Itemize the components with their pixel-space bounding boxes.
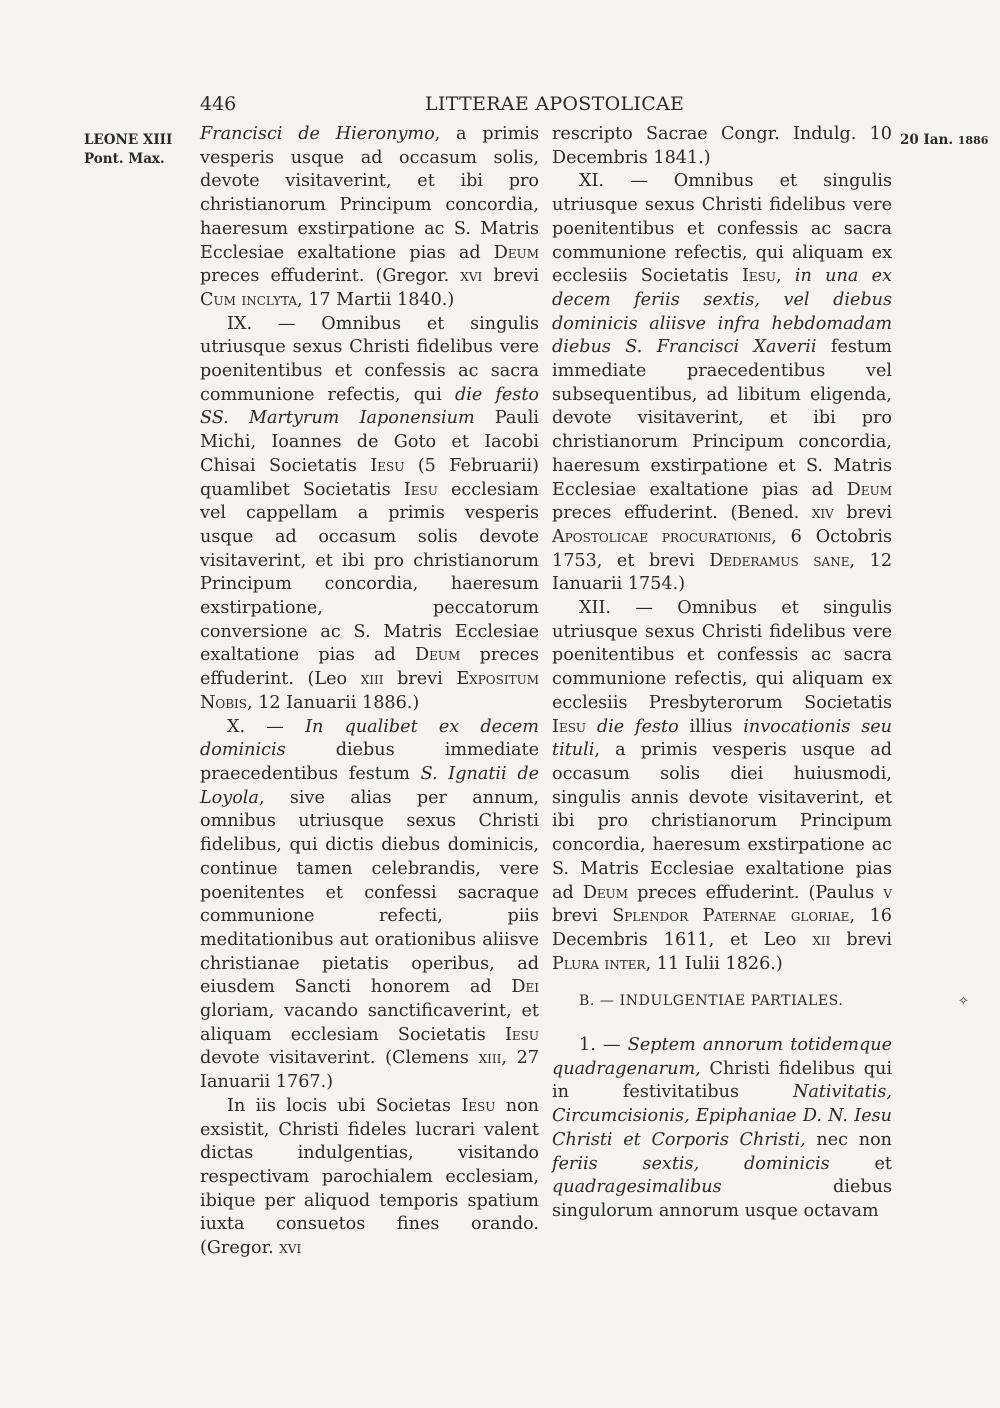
text-run: , a primis vesperis usque ad occasum solis, devote visitaverint, et ibi pro christianorum Principum concordia, haeresum exstirpatione ac S. Matris Ecclesiae exaltatione pias ad (200, 124, 539, 263)
paragraph (200, 1095, 539, 1261)
page-number: 446 (200, 93, 237, 115)
text-run: , (775, 266, 795, 287)
small-caps-text: Cum inclyta (200, 289, 298, 310)
text-run: , 12 Ianuarii 1886.) (247, 692, 420, 713)
small-caps-text: Dei (511, 977, 539, 998)
small-caps-text: xii (812, 929, 831, 950)
paragraph-xii (552, 597, 892, 976)
italic-text: die festo SS. Martyrum Iaponensium (200, 384, 539, 429)
small-caps-text: Iesu (461, 1095, 496, 1116)
section-heading: B. — INDULGENTIAE PARTIALES. (579, 993, 844, 1010)
small-caps-text: Iesu (741, 266, 776, 287)
text-run: Christi fidelibus qui in festivitatibus (552, 1058, 892, 1103)
text-run: 1. — (579, 1035, 628, 1056)
text-run: preces effuderint. (Paulus (628, 882, 884, 903)
paragraph-x (200, 716, 539, 1095)
small-caps-text: Plura inter (552, 953, 646, 974)
text-run: brevi (383, 669, 457, 690)
right-column (552, 123, 892, 1224)
text-run: brevi (552, 906, 613, 927)
text-run: X. — (227, 716, 306, 737)
italic-text: invocationis seu tituli (552, 716, 892, 761)
small-caps-text: v (883, 882, 892, 903)
left-column (200, 123, 539, 1261)
text-run: Pauli Michi, Ioannes de Goto et Iacobi Chisai Societatis (200, 408, 539, 476)
text-run: illius (678, 716, 744, 737)
margin-date-day: 20 Ian. (900, 132, 954, 148)
text-run: diebus immediate praecedentibus festum (200, 740, 539, 784)
text-run: diebus singulorum annorum usque octavam (552, 1177, 892, 1221)
italic-text: quadragesimalibus (552, 1177, 722, 1198)
text-run: (5 Februarii) quamlibet Societatis (200, 455, 540, 500)
margin-date-year: 1886 (957, 134, 989, 147)
small-caps-text: xvi (460, 266, 483, 287)
text-run: , 17 Martii 1840.) (297, 289, 455, 310)
page-header (0, 93, 1000, 121)
small-caps-text: Dederamus sane (709, 550, 850, 571)
text-run: In iis locis ubi Societas (227, 1095, 462, 1116)
italic-text: Francisci de Hieronymo (200, 124, 435, 144)
small-caps-text: Iesu (552, 716, 587, 737)
italic-text: in una ex decem feriis sextis, vel diebus dominicis aliisve infra hebdomadam diebus S. Francisci Xaverii (552, 266, 892, 358)
paragraph-xi (552, 170, 892, 597)
text-run: brevi (833, 503, 892, 524)
italic-text: Nativitatis, Circumcisionis, Epiphaniae D. N. Iesu Christi et Corporis Christi, (552, 1082, 892, 1150)
small-caps-text: Iesu (403, 479, 438, 500)
text-run: , 16 Decembris 1611, et Leo (552, 906, 893, 950)
paragraph (200, 123, 539, 313)
text-run: , 12 Ianuarii 1754.) (552, 550, 893, 595)
right-margin-date (900, 131, 995, 150)
small-caps-text: xiii (478, 1048, 502, 1069)
small-caps-text: Iesu (504, 1024, 539, 1045)
text-run: brevi (830, 929, 893, 950)
italic-text: S. Ignatii de Loyola (200, 763, 539, 808)
text-run: brevi (482, 266, 539, 287)
small-caps-text: Iesu (370, 455, 405, 476)
text-run: XII. — Omnibus et singulis utriusque sexus Christi fidelibus vere poenitentibus et confessis ac sacra communione refectis, qui aliquam ex ecclesiis Presbyterorum Societatis (552, 598, 892, 713)
text-run: XI. — Omnibus et singulis utriusque sexus Christi fidelibus vere poenitentibus et confessis ac sacra communione refectis, qui aliquam ex ecclesiis Societatis (552, 171, 892, 287)
small-caps-text: xvi (279, 1238, 302, 1259)
text-run: ecclesiam vel cappellam a primis vesperis usque ad occasum solis devote visitaverint, et ibi pro christianorum Principum concordia, haeresum exstirpatione, peccatorum conversione ac S. Matris Ecclesiae exaltatione pias ad (200, 479, 539, 666)
small-caps-text: Expositum Nobis (200, 669, 539, 713)
small-caps-text: Splendor Paternae gloriae (612, 906, 850, 927)
paragraph-1 (552, 1034, 892, 1224)
text-run: IX. — Omnibus et singulis utriusque sexus Christi fidelibus vere poenitentibus et confessis ac sacra communione refectis, qui (200, 313, 539, 405)
text-run: , 27 Ianuarii 1767.) (200, 1048, 539, 1093)
italic-text: feriis sextis, dominicis (552, 1153, 830, 1174)
italic-text: In qualibet ex decem dominicis (200, 716, 539, 761)
small-caps-text: Deum (415, 645, 461, 666)
small-caps-text: Deum (846, 479, 892, 500)
text-run: preces effuderint. (Bened. (552, 503, 812, 524)
paragraph (552, 123, 892, 170)
text-run: nec non (805, 1129, 892, 1150)
italic-text: die festo (596, 716, 679, 737)
text-run: non exsistit, Christi fideles lucrari valent dictas indulgentias, visitando respectivam parochialem ecclesiam, ibique per aliquod temporis spatium iuxta consuetos fines orando. (Gregor. (200, 1095, 539, 1259)
small-caps-text: xiii (360, 669, 384, 690)
text-run (586, 717, 597, 737)
text-run: festum immediate praecedentibus vel subsequentibus, ad libitum eligenda, devote visitaverint, et ibi pro christianorum Principum concordia, haeresum exstirpatione et S. Matris Ecclesiae exaltatione pias ad (552, 337, 892, 500)
small-caps-text: Deum (582, 882, 629, 903)
text-run: rescripto Sacrae Congr. Indulg. 10 Decembris 1841.) (552, 124, 892, 168)
text-run: , 11 Iulii 1826.) (645, 953, 783, 974)
margin-pope-name: LEONE XIII (84, 132, 173, 148)
small-caps-text: Deum (493, 242, 539, 263)
italic-text: Septem annorum totidemque quadragenarum, (552, 1035, 892, 1079)
text-run: , a primis vesperis usque ad occasum solis diei huiusmodi, singulis annis devote visitaverint, et ibi pro christianorum Principum concordia, haeresum exstirpatione ac S. Matris Ecclesiae exaltatione pias ad (552, 740, 892, 903)
margin-pope-title: Pont. Max. (84, 151, 165, 167)
small-caps-text: Apostolicae procurationis (552, 526, 772, 547)
paragraph-ix (200, 313, 539, 716)
margin-mark: ✧ (958, 994, 969, 1009)
text-run: , 6 Octobris 1753, et brevi (552, 526, 892, 571)
text-run: et (829, 1153, 892, 1174)
text-run: preces effuderint. (Gregor. (200, 266, 461, 287)
running-title: LITTERAE APOSTOLICAE (425, 93, 685, 115)
text-run: devote visitaverint. (Clemens (200, 1048, 479, 1069)
text-run: , sive alias per annum, omnibus utriusque sexus Christi fidelibus, qui dictis diebus dominicis, continue tamen celebrandis, vere poenitentes et confessi sacraque communione refecti, piis meditationibus aut orationibus aliisve christianae pietatis operibus, ad eiusdem Sancti honorem ad (200, 787, 539, 998)
text-run: preces effuderint. (Leo (200, 645, 539, 690)
small-caps-text: xiv (811, 503, 834, 524)
text-run: gloriam, vacando sanctificaverint, et aliquam ecclesiam Societatis (200, 1001, 539, 1045)
left-margin-note (84, 131, 188, 169)
